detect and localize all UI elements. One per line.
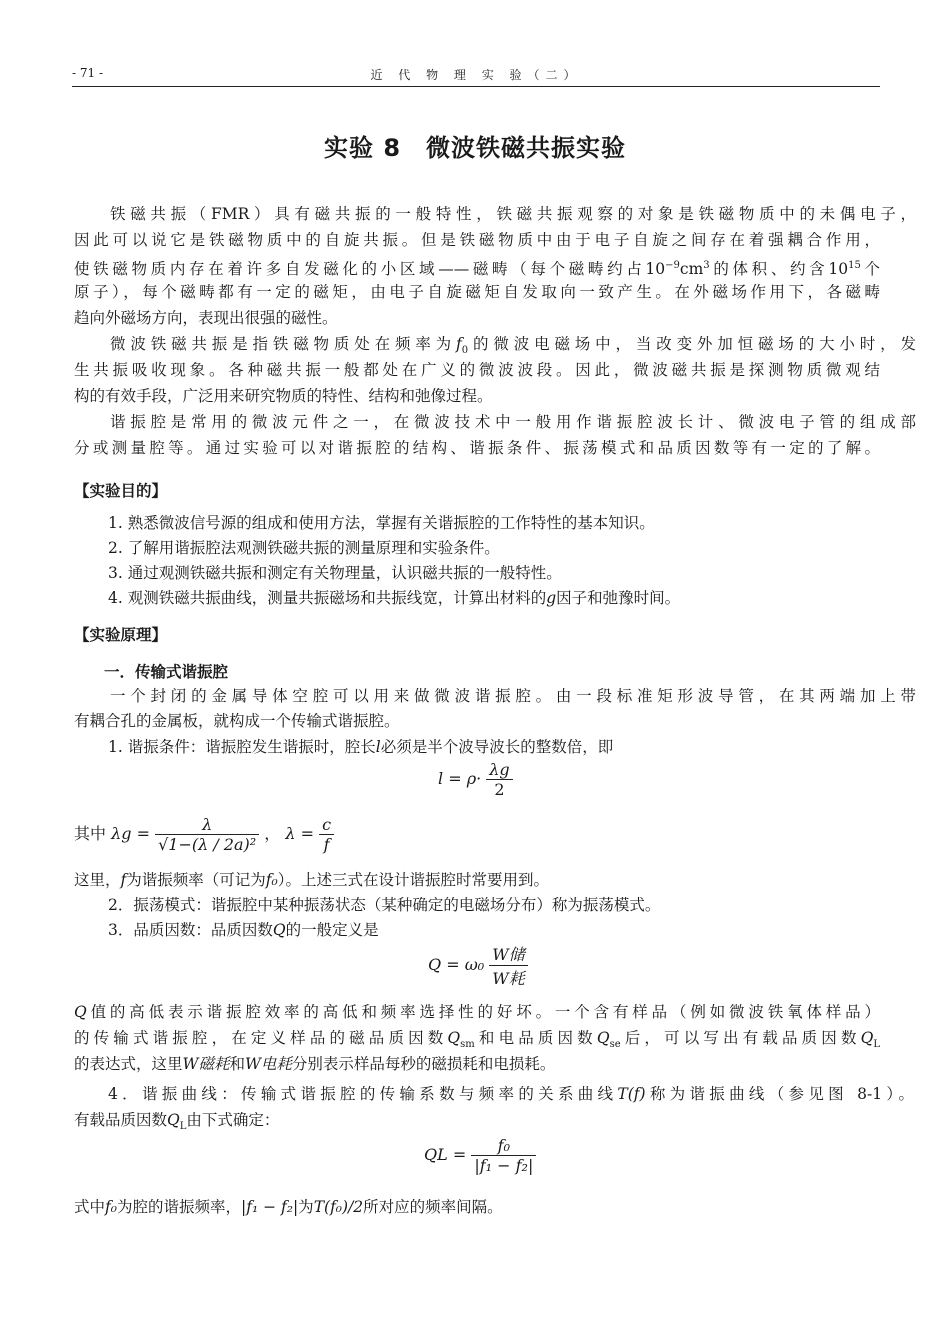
equation-resonance: l = ρ· $\frac{\lambda g}{2}$ xyxy=(438,760,513,799)
section-heading-principle: 【实验原理】 xyxy=(74,626,168,644)
intro-p1-line5: 趋向外磁场方向，表现出很强的磁性。 xyxy=(74,309,338,327)
equation-loaded-q: QL = $\frac{\text{f₀}}{\text{|f₁ − f₂|}}$ xyxy=(424,1136,536,1175)
condition-4: 4．谐振曲线：传输式谐振腔的传输系数与频率的关系曲线T(f)称为谐振曲线（参见图 8-1）。 xyxy=(108,1085,914,1103)
quality-text-line2: 的传输式谐振腔，在定义样品的磁品质因数$Q_{sm}$和电品质因数$Q_{se}$后，可以写出有载品质因数$Q_L$ xyxy=(74,1029,880,1051)
purpose-item: 2. 了解用谐振腔法观测铁磁共振的测量原理和实验条件。 xyxy=(108,539,500,557)
intro-p2-line3: 构的有效手段，广泛用来研究物质的特性、结构和弛像过程。 xyxy=(74,387,493,405)
intro-p1-line3: 使铁磁物质内存在着许多自发磁化的小区域——磁畴（每个磁畴约占$10^{-9}cm^3$的体积、约含$10^{15}$个 xyxy=(74,260,880,279)
intro-p3-line1: 谐振腔是常用的微波元件之一，在微波技术中一般用作谐振腔波长计、微波电子管的组成部 xyxy=(110,413,916,431)
fraction: $\frac{\text{W储}}{\text{W耗}}$ xyxy=(489,942,527,989)
page-title: 实验 8 微波铁磁共振实验 xyxy=(323,134,627,162)
intro-p3-line2: 分或测量腔等。通过实验可以对谐振腔的结构、谐振条件、振荡模式和品质因数等有一定的了解。 xyxy=(74,439,880,457)
condition-2: 2．振荡模式：谐振腔中某种振荡状态（某种确定的电磁场分布）称为振荡模式。 xyxy=(108,896,661,914)
quality-text-line3: 的表达式，这里W磁耗和W电耗分别表示样品每秒的磁损耗和电损耗。 xyxy=(74,1055,556,1073)
final-line: 式中f₀为腔的谐振频率，|f₁ − f₂|为T(f₀)/2所对应的频率间隔。 xyxy=(74,1198,503,1216)
fraction: $\frac{\lambda}{\text{√1−(λ / 2a)²}}$ xyxy=(155,815,259,854)
intro-p2-line2: 生共振吸收现象。各种磁共振一般都处在广义的微波波段。因此，微波磁共振是探测物质微观结 xyxy=(74,361,880,379)
principle-line1: 一个封闭的金属导体空腔可以用来做微波谐振腔。由一段标准矩形波导管，在其两端加上带 xyxy=(110,687,916,705)
subsection-heading: 一．传输式谐振腔 xyxy=(104,662,229,681)
equation-quality-factor: Q = ω₀ $\frac{\text{W储}}{\text{W耗}}$ xyxy=(428,942,528,989)
principle-line2: 有耦合孔的金属板，就构成一个传输式谐振腔。 xyxy=(74,712,400,730)
page-number: - 71 - xyxy=(72,66,104,80)
equation-guide-wavelength: 其中 λg = $\frac{\lambda}{\text{√1−(λ / 2a)²}}$ ， λ = $\frac{c}{f}$ xyxy=(74,815,334,854)
intro-p1-line4: 原子），每个磁畴都有一定的磁矩，由电子自旋磁矩自发取向一致产生。在外磁场作用下，各磁畴 xyxy=(74,283,880,301)
purpose-item: 1. 熟悉微波信号源的组成和使用方法，掌握有关谐振腔的工作特性的基本知识。 xyxy=(108,514,655,532)
explanation-line: 这里，f为谐振频率（可记为f₀）。上述三式在设计谐振腔时常要用到。 xyxy=(74,871,549,889)
section-heading-purpose: 【实验目的】 xyxy=(74,482,168,500)
purpose-item: 4. 观测铁磁共振曲线，测量共振磁场和共振线宽，计算出材料的g因子和弛豫时间。 xyxy=(108,589,681,607)
page-header xyxy=(72,66,880,87)
purpose-item: 3. 通过观测铁磁共振和测定有关物理量，认识磁共振的一般特性。 xyxy=(108,564,562,582)
condition-4-line2: 有载品质因数$Q_L$由下式确定： xyxy=(74,1111,280,1133)
fraction: $\frac{c}{f}$ xyxy=(319,815,334,854)
condition-1: 1. 谐振条件：谐振腔发生谐振时，腔长l必须是半个波导波长的整数倍，即 xyxy=(108,738,614,756)
condition-3: 3．品质因数：品质因数Q的一般定义是 xyxy=(108,921,379,939)
fraction: $\frac{\lambda g}{2}$ xyxy=(486,760,512,799)
running-title: 近 代 物 理 实 验（二） xyxy=(370,68,582,82)
quality-text-line1: Q值的高低表示谐振腔效率的高低和频率选择性的好坏。一个含有样品（例如微波铁氧体样品） xyxy=(74,1003,880,1021)
intro-p2-line1: 微波铁磁共振是指铁磁物质处在频率为$f_0$的微波电磁场中，当改变外加恒磁场的大小时，发 xyxy=(110,335,916,357)
intro-p1-line1: 铁磁共振（FMR）具有磁共振的一般特性，铁磁共振观察的对象是铁磁物质中的未偶电子， xyxy=(110,205,916,223)
fraction: $\frac{\text{f₀}}{\text{|f₁ − f₂|}}$ xyxy=(471,1136,536,1175)
intro-p1-line2: 因此可以说它是铁磁物质中的自旋共振。但是铁磁物质中由于电子自旋之间存在着强耦合作用， xyxy=(74,231,880,249)
